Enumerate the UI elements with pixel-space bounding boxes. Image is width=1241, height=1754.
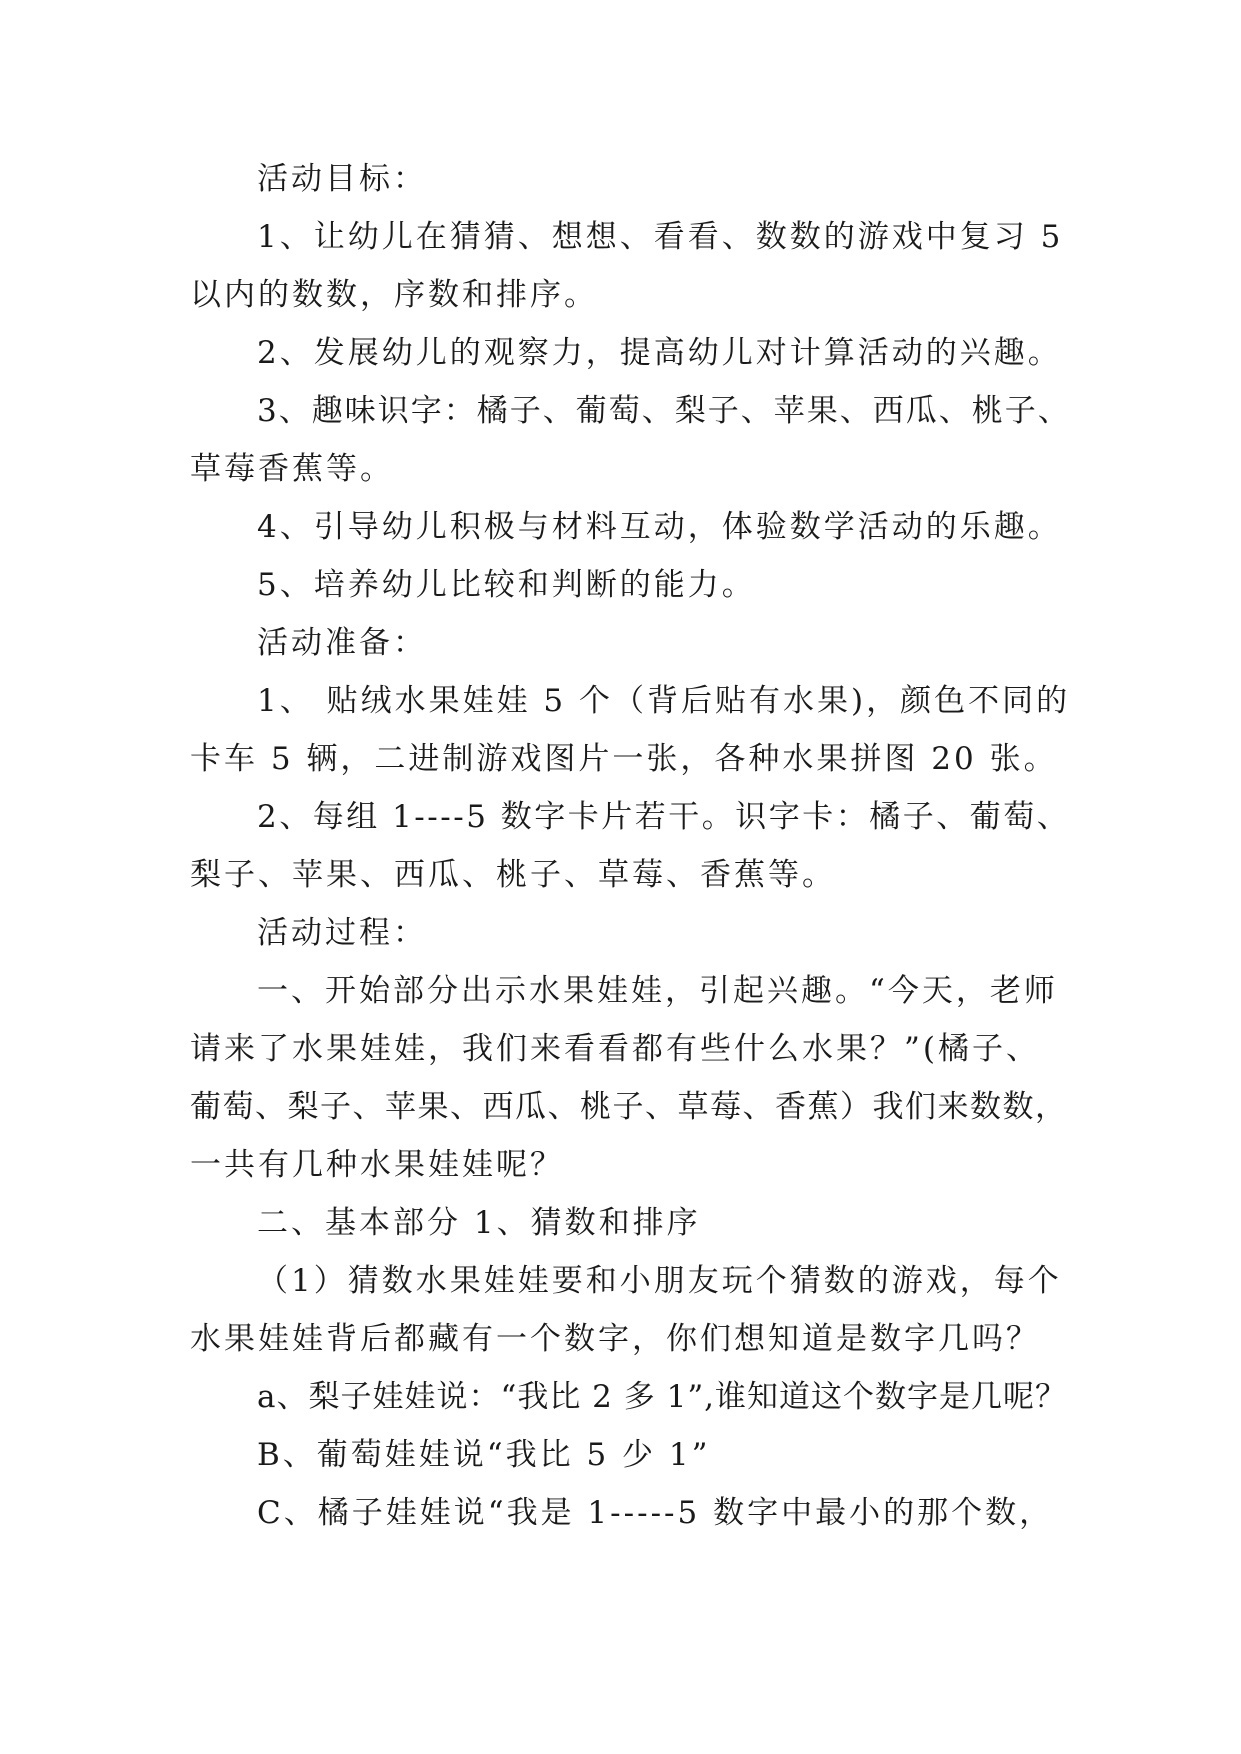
text-line: a、梨子娃娃说：“我比 2 多 1”,谁知道这个数字是几呢？ <box>257 1379 1068 1415</box>
text-line: 活动目标： <box>257 161 427 197</box>
text-line: 葡萄、梨子、苹果、西瓜、桃子、草莓、香蕉）我们来数数， <box>190 1089 1068 1125</box>
text-line: 1、 贴绒水果娃娃 5 个（背后贴有水果)，颜色不同的 <box>257 683 1071 719</box>
text-line: 2、发展幼儿的观察力，提高幼儿对计算活动的兴趣。 <box>257 335 1062 371</box>
text-line: 活动准备： <box>257 625 427 661</box>
text-line: 5、培养幼儿比较和判断的能力。 <box>257 567 756 603</box>
text-line: C、橘子娃娃说“我是 1-----5 数字中最小的那个数， <box>257 1495 1054 1531</box>
text-line: 4、引导幼儿积极与材料互动，体验数学活动的乐趣。 <box>257 509 1062 545</box>
text-line: 请来了水果娃娃，我们来看看都有些什么水果？”(橘子、 <box>190 1031 1040 1067</box>
text-line: （1）猜数水果娃娃要和小朋友玩个猜数的游戏，每个 <box>257 1263 1062 1299</box>
text-line: 2、每组 1----5 数字卡片若干。识字卡：橘子、葡萄、 <box>257 799 1071 835</box>
text-line: 水果娃娃背后都藏有一个数字，你们想知道是数字几吗？ <box>190 1321 1040 1357</box>
text-line: 3、趣味识字：橘子、葡萄、梨子、苹果、西瓜、桃子、 <box>257 393 1071 429</box>
text-line: 以内的数数，序数和排序。 <box>190 277 598 313</box>
text-line: 二、基本部分 1、猜数和排序 <box>257 1205 701 1241</box>
text-line: 一共有几种水果娃娃呢？ <box>190 1147 564 1183</box>
text-line: B、葡萄娃娃说“我比 5 少 1” <box>257 1437 711 1473</box>
document-body <box>190 150 1080 1542</box>
text-line: 活动过程： <box>257 915 427 951</box>
text-line: 梨子、苹果、西瓜、桃子、草莓、香蕉等。 <box>190 857 836 893</box>
text-line: 草莓香蕉等。 <box>190 451 394 487</box>
text-line: 卡车 5 辆，二进制游戏图片一张，各种水果拼图 20 张。 <box>190 741 1058 777</box>
text-line: 1、让幼儿在猜猜、想想、看看、数数的游戏中复习 5 <box>257 219 1064 255</box>
text-line: 一、开始部分出示水果娃娃，引起兴趣。“今天，老师 <box>257 973 1058 1009</box>
